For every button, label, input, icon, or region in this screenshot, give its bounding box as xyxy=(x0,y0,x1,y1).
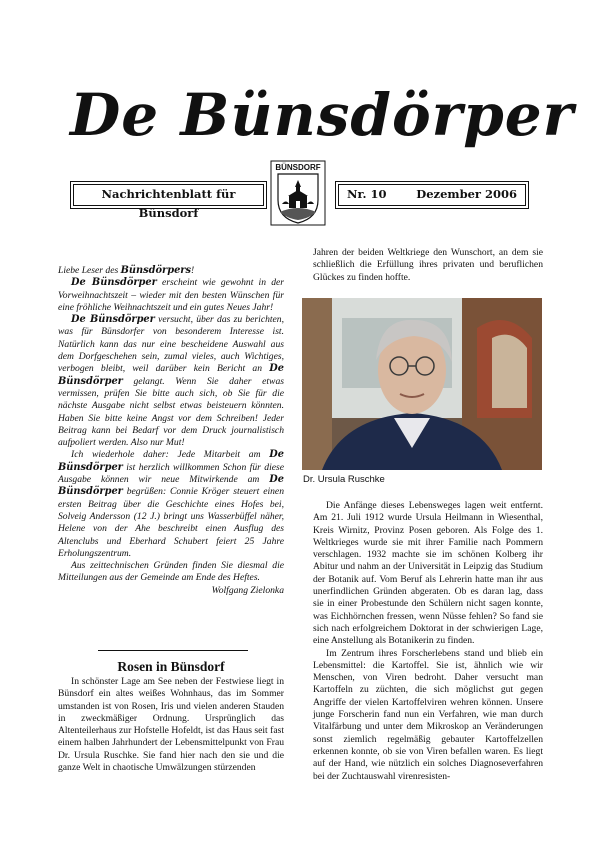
editorial-paragraph: Aus zeittechnischen Gründen finden Sie diesmal die Mitteilungen aus der Gemeinde am Ende des Heftes. xyxy=(58,560,284,584)
article-paragraph: Im Zentrum ihres Forscherlebens stand und blieb ein Lebensmittel: die Kartoffel. Sie ist, ähnlich wie wir Menschen, von Viren bedroht. Daher versucht man Kartoffeln zu züchten, die sich möglichst gut gegen Angriffe der vielen Kartoffelviren wehren können. Unsere junge Forscherin fand nun ein Verfahren, wie man durch Vitalfärbung und unter dem Mikroskop an Veränderungen sonst ziemlich regelmäßig gebauter Kartoffelzellen erkennen konnte, ob sie von Viren befallen waren. Es liegt auf der Hand, wie nützlich ein solches Diagnoseverfahren bei der Zuchtauswahl virenresisten- xyxy=(313,647,543,782)
masthead-title: De Bünsdörper xyxy=(70,81,575,149)
editorial-paragraph: De Bünsdörper erscheint wie gewohnt in der Vorweihnachtszeit – wieder mit den besten Wünschen für eine fröhliche Weihnachtszeit und ein gutes Neues Jahr! xyxy=(58,277,284,313)
article-body-right xyxy=(313,500,543,783)
editorial-greeting: Liebe Leser des Bünsdörpers! xyxy=(58,265,195,276)
banner-issue-info xyxy=(338,184,526,206)
portrait-photo-drawing xyxy=(302,298,542,470)
banner-subtitle: Nachrichtenblatt für Bünsdorf xyxy=(73,184,264,206)
editorial-signature-row xyxy=(58,585,284,597)
article-paragraph: In schönster Lage am See neben der Festwiese liegt in Bünsdorf ein altes weißes Wohnhaus, das im Sommer umstanden ist von Rosen, Iris und vielen anderen Stauden in zweckmäßiger Ordnung. Ursprünglich das Altenteilerhaus zur Hofstelle Hofeldt, ist das Haus seit fast einem halben Jahrhundert der Lebensmittelpunkt von Frau Dr. Ursula Ruschke. Sie fand hier nach den sie und die ganze Welt in chaotische Umwälzungen stürzenden xyxy=(58,676,284,774)
article-paragraph: Jahren der beiden Weltkriege den Wunschort, an dem sie schließlich die Erfüllung ihres privaten und beruflichen Glückes zu finden hoffte. xyxy=(313,247,543,283)
town-crest-church-icon xyxy=(270,160,326,226)
issue-number: Nr. 10 xyxy=(347,187,387,201)
editorial-paragraph: Ich wiederhole daher: Jede Mitarbeit am De Bünsdörper ist herzlich willkommen Schon für diese Ausgabe können wir neue Mitwirkende am De Bünsdörper begrüßen: Connie Kröger steuert einen ersten Beitrag über die Geschichte eines Hofes bei, Solveig Andersson (12 J.) bringt uns Wasserbüffel näher, Helene von der Ahe beschreibt einen Ausflug des Altenclubs und Eberhard Schubert feiert 25 Jahre Erholungszentrum. xyxy=(58,449,284,559)
article-body-right-top xyxy=(313,247,543,284)
editorial xyxy=(58,265,284,597)
article-title: Rosen in Bünsdorf xyxy=(117,659,225,674)
editorial-paragraph: De Bünsdörper versucht, über das zu berichten, was für Bünsdorfer von besonderem Interesse ist. Natürlich kann das nur eine bescheidene Auswahl aus dem Dorfgeschehen sein, zumal vieles, auch Wichtiges, verbogen bleibt, weil darüber kein Bericht an De Bünsdörper gelangt. Wenn Sie daher etwas vermissen, prüfen Sie bitte auch sich, ob Sie für die nächste Ausgabe nicht selbst etwas beisteuern könnten. Haben Sie bitte keine Angst vor dem Schreiben! Jeder Beitrag kann bei Bedarf vor dem Druck journalistisch aufpoliert werden. Also nur Mut! xyxy=(58,314,284,449)
article-body-left xyxy=(58,676,284,774)
crest-label: BÜNSDORF xyxy=(275,163,321,172)
article-paragraph: Die Anfänge dieses Lebensweges lagen weit entfernt. Am 21. Juli 1912 wurde Ursula Heilmann in Wiesenthal, Kreis Wirnitz, Provinz Posen geboren. Als Folge des 1. Weltkrieges wurde sie mit ihrer Familie nach Pommern verschlagen. 1932 machte sie im schönen Kolberg ihr Abitur und nahm an der Universität in Leipzig das Studium der Botanik auf. Vom Beruf als Lehrerin hatte man ihr aus unerfindlichen Gründen abgeraten. Ob es daran lag, dass sie in einer Probestunde den Schülern nicht sagen konnte, was Eichhörnchen fressen, wenn Nüsse fehlen? So fand sie sich nach erfolgreichem Doktorat in der schwierigen Lage, eine Anstellung als Botanikerin zu finden. xyxy=(313,500,543,647)
section-divider xyxy=(98,650,248,651)
issue-date: Dezember 2006 xyxy=(416,187,517,201)
photo-caption: Dr. Ursula Ruschke xyxy=(303,474,385,485)
portrait-photo xyxy=(302,298,542,470)
editorial-signature: Wolfgang Zielonka xyxy=(211,584,284,596)
